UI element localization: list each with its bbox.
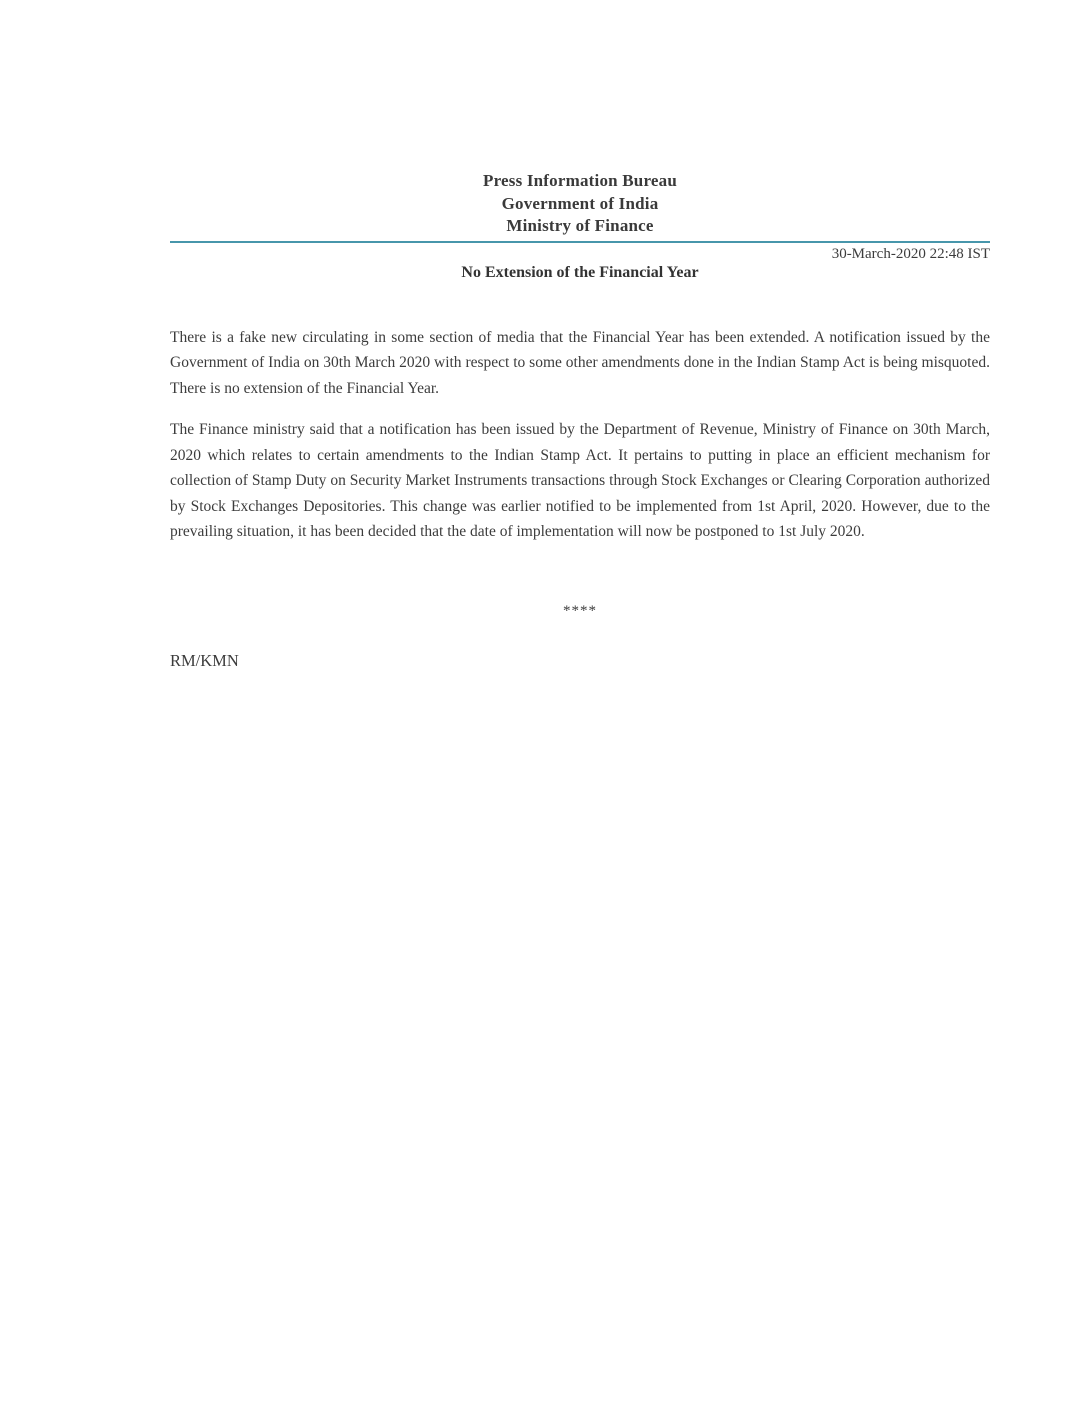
asterisk-separator: **** bbox=[563, 602, 597, 619]
header-bureau: Press Information Bureau bbox=[482, 171, 677, 190]
header-ministry: Ministry of Finance bbox=[506, 216, 654, 235]
document-content bbox=[0, 0, 1088, 670]
header-divider-rule bbox=[170, 241, 990, 243]
signoff-initials: RM/KMN bbox=[170, 650, 239, 670]
press-release-headline: No Extension of the Financial Year bbox=[461, 263, 699, 281]
header-government: Government of India bbox=[501, 193, 659, 213]
document-header bbox=[170, 170, 990, 238]
release-timestamp: 30-March-2020 22:48 IST bbox=[831, 245, 990, 262]
body-paragraph-1: There is a fake new circulating in some section of media that the Financial Year has been extended. A notification issued by the Government of India on 30th March 2020 with respect to some other amendments done in the Indian Stamp Act is being misquoted. There is no extension of the Financial Year. bbox=[170, 328, 990, 397]
body-paragraph-2: The Finance ministry said that a notification has been issued by the Department of Revenue, Ministry of Finance on 30th March, 2020 which relates to certain amendments to the Indian Stamp Act. It pertains to putting in place an efficient mechanism for collection of Stamp Duty on Security Market Instruments transactions through Stock Exchanges or Clearing Corporation authorized by Stock Exchanges Depositories. This change was earlier notified to be implemented from 1st April, 2020. However, due to the prevailing situation, it has been decided that the date of implementation will now be postponed to 1st July 2020. bbox=[170, 421, 990, 540]
